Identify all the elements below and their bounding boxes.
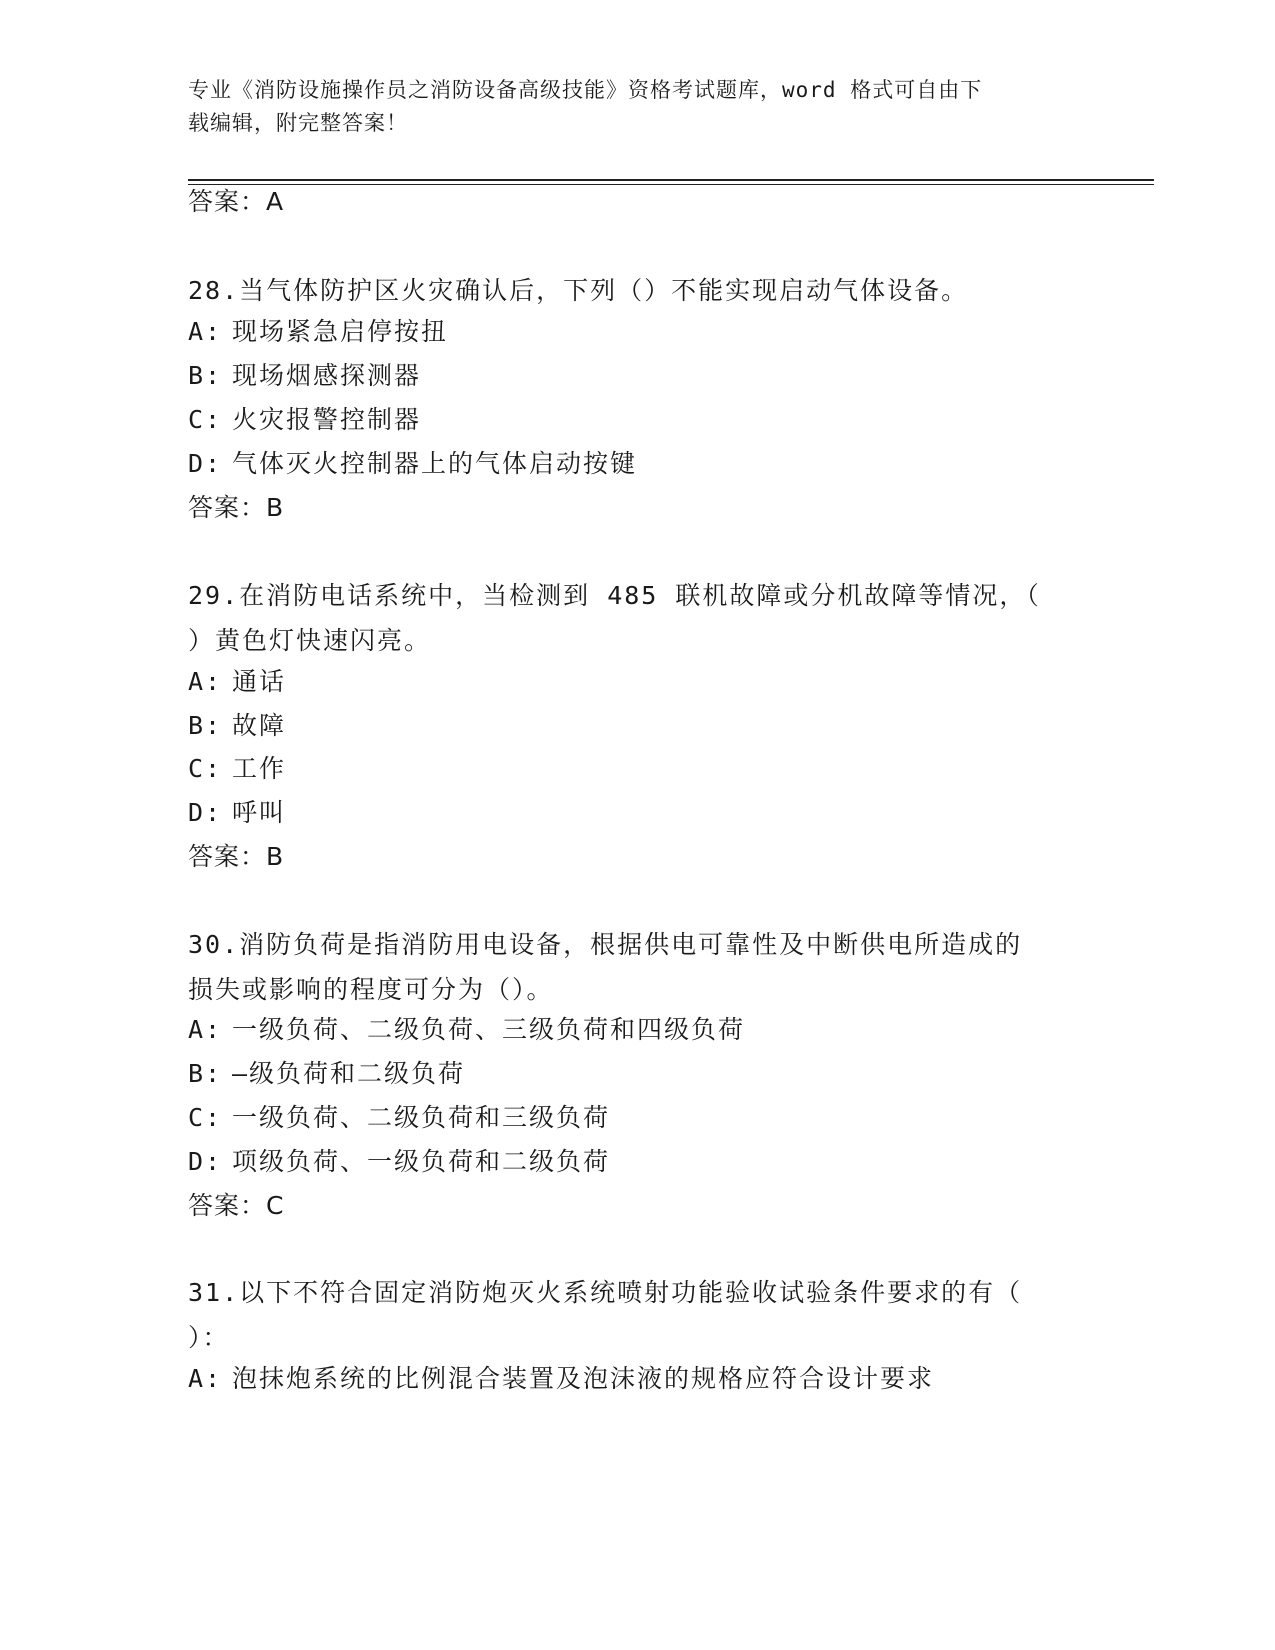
option-key: B: <box>188 1059 223 1088</box>
option-key: B: <box>188 711 223 740</box>
option-text: 现场烟感探测器 <box>232 361 422 390</box>
question-text-line <box>188 573 1088 618</box>
option-text: 通话 <box>232 667 287 696</box>
question-31 <box>188 1270 1088 1360</box>
option-30-b <box>188 1057 465 1091</box>
answer-value: B <box>266 493 285 522</box>
answer-line-29 <box>188 840 284 874</box>
option-28-a <box>188 315 448 349</box>
option-text: 现场紧急启停按扭 <box>232 317 449 346</box>
header-divider-thick <box>188 179 1154 181</box>
question-number: 31. <box>188 1278 240 1307</box>
header-line-2: 载编辑，附完整答案！ <box>188 111 408 135</box>
header-line-1: 专业《消防设施操作员之消防设备高级技能》资格考试题库，word 格式可自由下 <box>188 78 983 102</box>
answer-value: A <box>266 187 285 216</box>
question-text-line: 损失或影响的程度可分为（）。 <box>188 975 554 1004</box>
option-key: A: <box>188 1015 223 1044</box>
option-29-d <box>188 796 286 830</box>
option-30-a <box>188 1013 745 1047</box>
option-30-c <box>188 1101 610 1135</box>
question-28 <box>188 268 1088 313</box>
option-29-b <box>188 709 286 743</box>
option-28-c <box>188 403 421 437</box>
option-28-d <box>188 447 637 481</box>
option-text: 工作 <box>232 754 287 783</box>
question-30 <box>188 922 1088 1012</box>
question-text-line <box>188 268 1088 313</box>
answer-label: 答案： <box>188 842 267 871</box>
option-text: 泡抹炮系统的比例混合装置及泡沫液的规格应符合设计要求 <box>232 1364 935 1393</box>
option-key: A: <box>188 667 223 696</box>
option-29-a <box>188 665 286 699</box>
question-text: 在消防电话系统中，当检测到 485 联机故障或分机故障等情况，（ <box>239 581 1041 610</box>
answer-label: 答案： <box>188 493 267 522</box>
option-key: A: <box>188 317 223 346</box>
option-text: 火灾报警控制器 <box>232 405 422 434</box>
question-29 <box>188 573 1088 663</box>
answer-line-28 <box>188 491 284 525</box>
option-text: 一级负荷、二级负荷、三级负荷和四级负荷 <box>232 1015 746 1044</box>
question-text-line <box>188 922 1088 967</box>
answer-line-prev <box>188 185 284 219</box>
answer-value: C <box>266 1191 285 1220</box>
option-text: 呼叫 <box>232 798 287 827</box>
answer-line-30 <box>188 1189 284 1223</box>
document-header <box>188 74 1088 140</box>
option-30-d <box>188 1145 610 1179</box>
question-text-line: ）黄色灯快速闪亮。 <box>188 626 432 655</box>
answer-label: 答案： <box>188 1191 267 1220</box>
option-key: C: <box>188 1103 223 1132</box>
option-text: —级负荷和二级负荷 <box>232 1059 466 1088</box>
question-text-line <box>188 1270 1088 1315</box>
question-number: 28. <box>188 276 240 305</box>
option-29-c <box>188 752 286 786</box>
question-text: 以下不符合固定消防炮灭火系统喷射功能验收试验条件要求的有（ <box>239 1278 1023 1307</box>
option-key: D: <box>188 798 223 827</box>
option-31-a <box>188 1362 934 1396</box>
question-text: 消防负荷是指消防用电设备，根据供电可靠性及中断供电所造成的 <box>239 930 1023 959</box>
option-key: D: <box>188 1147 223 1176</box>
option-key: D: <box>188 449 223 478</box>
option-text: 故障 <box>232 711 287 740</box>
option-28-b <box>188 359 421 393</box>
answer-label: 答案： <box>188 187 267 216</box>
option-text: 项级负荷、一级负荷和二级负荷 <box>232 1147 611 1176</box>
question-number: 29. <box>188 581 240 610</box>
option-key: C: <box>188 405 223 434</box>
question-text: 当气体防护区火灾确认后，下列（）不能实现启动气体设备。 <box>239 276 969 305</box>
option-key: A: <box>188 1364 223 1393</box>
header-divider-thin <box>188 184 1154 185</box>
option-key: C: <box>188 754 223 783</box>
question-number: 30. <box>188 930 240 959</box>
option-key: B: <box>188 361 223 390</box>
answer-value: B <box>266 842 285 871</box>
question-text-line: ）： <box>188 1323 230 1352</box>
option-text: 气体灭火控制器上的气体启动按键 <box>232 449 638 478</box>
option-text: 一级负荷、二级负荷和三级负荷 <box>232 1103 611 1132</box>
